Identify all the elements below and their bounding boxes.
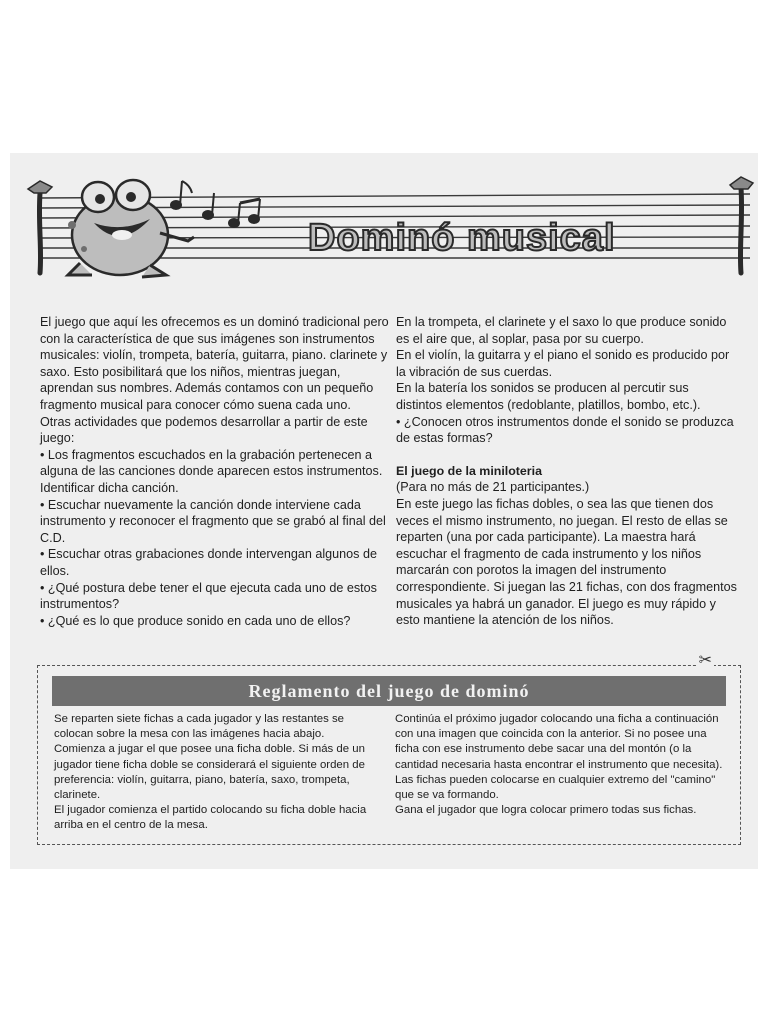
rule-paragraph: Continúa el próximo jugador colocando una ficha a continuación con una imagen que coincida con la anterior. Si no posee una ficha con ese instrumento debe sacar una del montón (o la cantidad necesaria hasta encontrar el instrumento que necesita). xyxy=(395,713,723,771)
bullet-item: • ¿Qué es lo que produce sonido en cada uno de ellos? xyxy=(40,613,351,628)
scissors-icon: ✂ xyxy=(698,652,712,669)
rules-title: Reglamento del juego de dominó xyxy=(248,681,530,701)
rules-left-column xyxy=(54,712,376,834)
spacer xyxy=(396,447,738,463)
bullet-item: • ¿Conocen otros instrumentos donde el sonido se produzca de estas formas? xyxy=(396,414,734,446)
bullet-item: • Escuchar otras grabaciones donde intervengan algunos de ellos. xyxy=(40,547,377,578)
rules-header xyxy=(52,676,726,706)
intro-paragraph: Otras actividades que podemos desarrollar a partir de este juego: xyxy=(40,414,368,446)
rules-right-column xyxy=(395,712,725,818)
bullet-item: • Escuchar nuevamente la canción donde interviene cada instrumento y reconocer el fragmento que se grabó al final del C.D. xyxy=(40,497,386,545)
frog-icon xyxy=(68,180,194,277)
rule-paragraph: Comienza a jugar el que posee una ficha doble. Si más de un jugador tiene ficha doble se considerará el siguiente orden de preferencia: violín, guitarra, piano, batería, saxo, trompeta, clarinete. xyxy=(54,743,365,802)
rules-box xyxy=(37,652,741,845)
page-title: Dominó musical xyxy=(308,217,616,259)
section-text: En este juego las fichas dobles, o sea las que tienen dos veces el mismo instrumento, no juegan. El resto de ellas se reparten (una por cada participante). La maestra hará escuchar el fragmento de cada instrumento y los niños marcarán con porotos la imagen del instrumento correspondiente. Si juegan las 21 fichas, con dos fragmentos musicales ya habrá un ganador. El juego es muy rápido y esto mantiene la atención de los niños. xyxy=(396,496,737,628)
rule-paragraph: Se reparten siete fichas a cada jugador y las restantes se colocan sobre la mesa con las imágenes hacia abajo. xyxy=(54,713,344,741)
music-notes-icon xyxy=(171,181,260,227)
body-paragraph: En la batería los sonidos se producen al percutir sus distintos elementos (redoblante, platillos, bombo, etc.). xyxy=(396,381,701,412)
rule-paragraph: Las fichas pueden colocarse en cualquier extremo del "camino" que se va formando. xyxy=(395,773,716,802)
section-heading: El juego de la miniloteria xyxy=(396,463,542,478)
section-note: (Para no más de 21 participantes.) xyxy=(396,480,590,495)
rule-paragraph: Gana el jugador que logra colocar primero todas sus fichas. xyxy=(395,804,697,817)
body-paragraph: En el violín, la guitarra y el piano el sonido es producido por la vibración de sus cuerdas. xyxy=(396,348,730,379)
right-column xyxy=(396,314,738,629)
intro-column xyxy=(40,314,390,629)
bullet-item: • ¿Qué postura debe tener el que ejecuta cada uno de estos instrumentos? xyxy=(40,580,377,612)
intro-paragraph: El juego que aquí les ofrecemos es un dominó tradicional pero con la característica de que sus imágenes son instrumentos musicales: violín, trompeta, batería, guitarra, piano. clarinete y saxo. Esto posibilitará que los niños, mientras juegan, aprendan sus nombres. Además contamos con un pequeño fragmento musical para conocer cómo suena cada uno. xyxy=(40,315,389,412)
rule-paragraph: El jugador comienza el partido colocando su ficha doble hacia arriba en el centro de la mesa. xyxy=(54,804,367,832)
title-banner xyxy=(10,153,758,283)
body-paragraph: En la trompeta, el clarinete y el saxo lo que produce sonido es el aire que, al soplar, pasa por su cuerpo. xyxy=(396,315,727,346)
bullet-item: • Los fragmentos escuchados en la grabación pertenecen a alguna de las canciones donde aparecen estos instrumentos. Identificar dicha canción. xyxy=(40,447,383,495)
document-page xyxy=(10,153,758,869)
